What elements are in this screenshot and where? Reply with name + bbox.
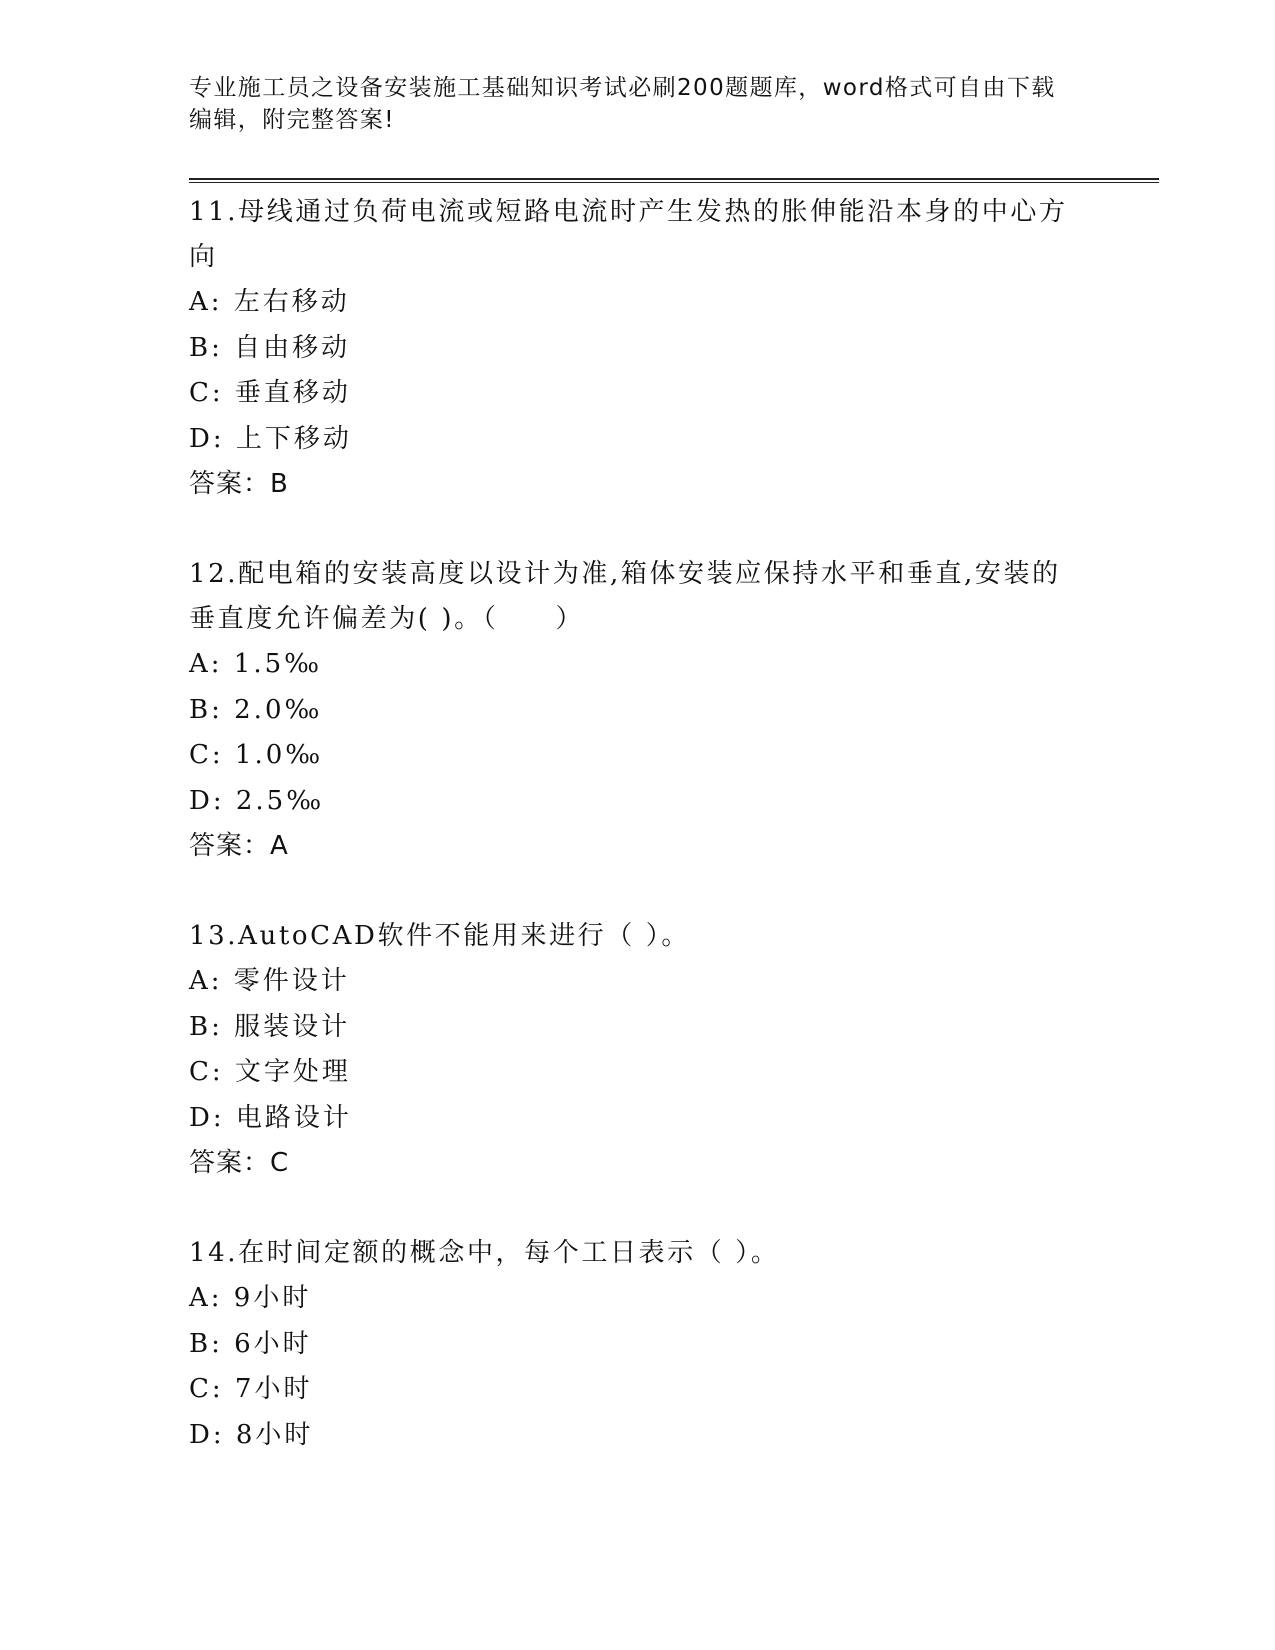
option-a: A: 1.5‰: [189, 649, 323, 679]
option-d: D: 8小时: [189, 1419, 314, 1450]
answer: 答案：B: [189, 469, 289, 499]
question-13: [189, 914, 1069, 1186]
answer: 答案：A: [189, 831, 289, 861]
option-d: D: 2.5‰: [189, 785, 325, 816]
question-12: [189, 552, 1069, 869]
option-b: B: 自由移动: [189, 332, 351, 363]
option-b: B: 2.0‰: [189, 694, 323, 725]
option-a: A: 零件设计: [189, 966, 350, 996]
question-stem: 11.母线通过负荷电流或短路电流时产生发热的胀伸能沿本身的中心方向: [189, 197, 1068, 272]
question-list: [189, 190, 1069, 1503]
question-stem: 14.在时间定额的概念中，每个工日表示（ ）。: [189, 1238, 780, 1268]
option-a: A: 9小时: [189, 1283, 312, 1313]
option-c: C: 垂直移动: [189, 378, 351, 408]
question-14: [189, 1231, 1069, 1458]
question-11: [189, 190, 1069, 507]
answer: 答案：C: [189, 1148, 290, 1178]
option-c: C: 文字处理: [189, 1057, 351, 1087]
option-c: C: 1.0‰: [189, 740, 324, 770]
question-stem: 13.AutoCAD软件不能用来进行（ ）。: [189, 921, 690, 951]
option-d: D: 电路设计: [189, 1102, 352, 1133]
option-d: D: 上下移动: [189, 423, 352, 454]
document-page: [189, 72, 1159, 1450]
document-header: 专业施工员之设备安装施工基础知识考试必刷200题题库，word格式可自由下载编辑，附完整答案!: [189, 75, 1056, 133]
option-a: A: 左右移动: [189, 287, 350, 317]
header-divider: [189, 178, 1159, 183]
question-stem: 12.配电箱的安装高度以设计为准,箱体安装应保持水平和垂直,安装的垂直度允许偏差为( )。（ ）: [189, 559, 1061, 634]
option-b: B: 服装设计: [189, 1011, 351, 1042]
option-c: C: 7小时: [189, 1374, 313, 1404]
option-b: B: 6小时: [189, 1328, 312, 1359]
